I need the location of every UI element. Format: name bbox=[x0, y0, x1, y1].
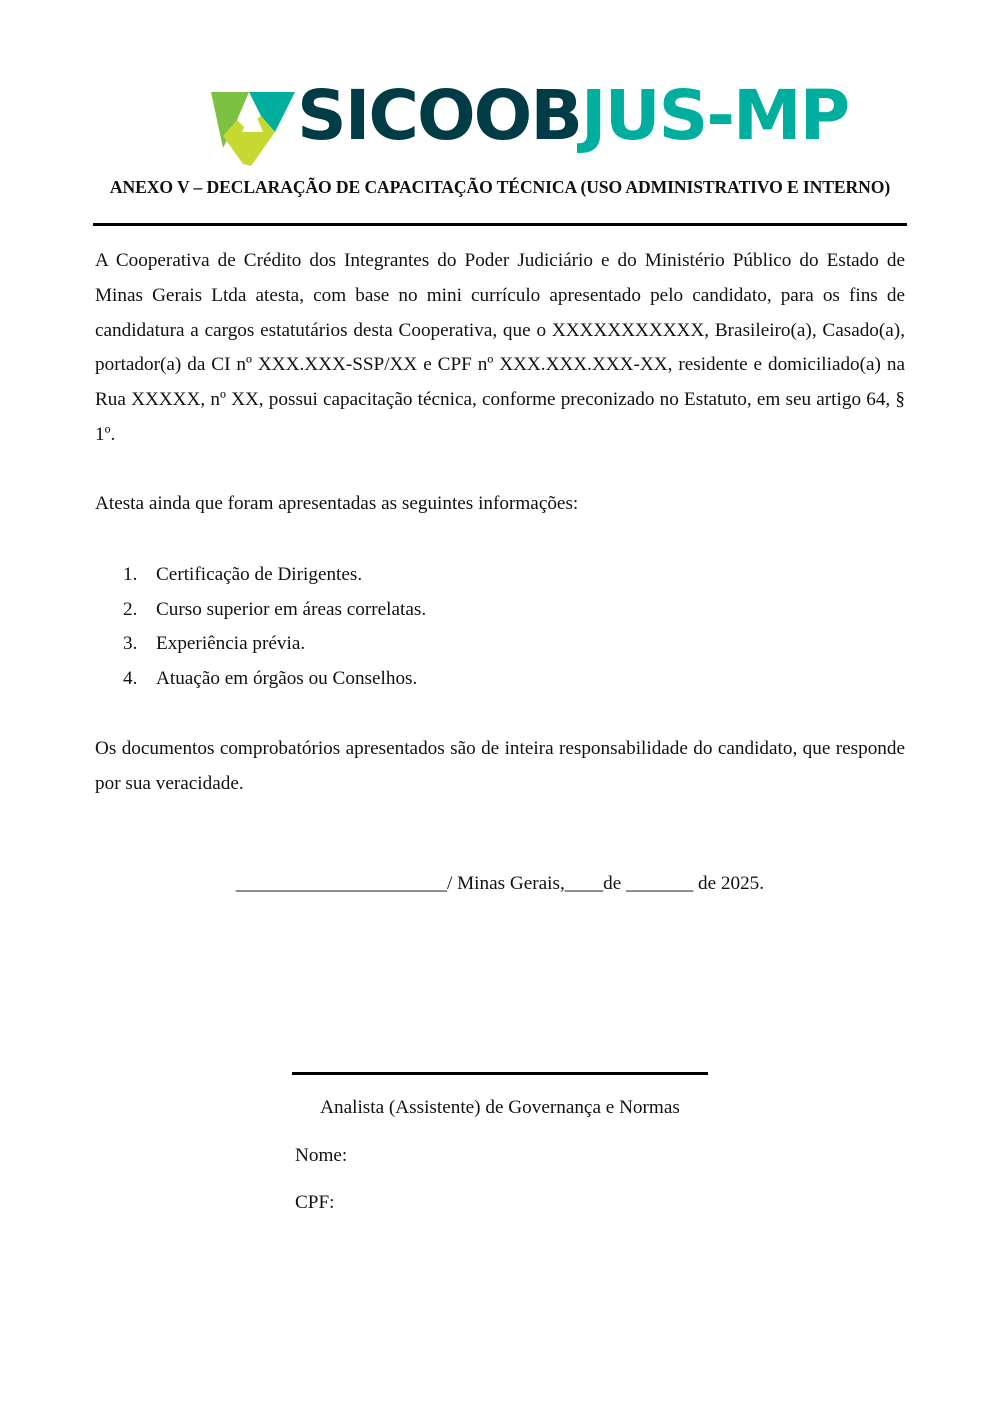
information-intro: Atesta ainda que foram apresentadas as seguintes informações: bbox=[95, 493, 579, 514]
document-title: ANEXO V – DECLARAÇÃO DE CAPACITAÇÃO TÉCNICA (USO ADMINISTRATIVO E INTERNO) bbox=[109, 177, 891, 197]
name-label: Nome: bbox=[295, 1145, 348, 1166]
cpf-label: CPF: bbox=[295, 1192, 335, 1213]
signature-line bbox=[292, 1072, 708, 1075]
list-item bbox=[123, 593, 426, 628]
list-item-text: Certificação de Dirigentes. bbox=[156, 564, 363, 585]
list-item bbox=[123, 627, 426, 662]
signature-role: Analista (Assistente) de Governança e Normas bbox=[320, 1097, 680, 1118]
title-divider bbox=[93, 223, 907, 226]
sicoob-jus-mp-logo bbox=[209, 76, 849, 168]
list-item-number: 1. bbox=[123, 564, 138, 585]
logo-wordmark bbox=[297, 76, 849, 156]
logo-mark-icon bbox=[209, 88, 299, 168]
list-item-number: 3. bbox=[123, 633, 138, 655]
place-date-line: ______________________/ Minas Gerais,____de _______ de 2025. bbox=[235, 873, 765, 894]
list-item-text: Experiência prévia. bbox=[156, 633, 306, 655]
declaration-paragraph: A Cooperativa de Crédito dos Integrantes do Poder Judiciário e do Ministério Público do Estado de Minas Gerais Ltda atesta, com base no mini currículo apresentado pelo candidato, para os fins de candidatura a cargos estatutários desta Cooperativa, que o XXXXXXXXXXX, Brasileiro(a), Casado(a), portador(a) da CI nº XXX.XXX-SSP/XX e CPF nº XXX.XXX.XXX-XX, residente e domiciliado(a) na Rua XXXXX, nº XX, possui capacitação técnica, conforme preconizado no Estatuto, em seu artigo 64, § 1º. bbox=[95, 250, 905, 445]
list-item bbox=[123, 558, 426, 593]
list-item-text: Atuação em órgãos ou Conselhos. bbox=[156, 667, 418, 689]
logo-name-primary: SICOOB bbox=[297, 76, 581, 156]
list-item-text: Curso superior em áreas correlatas. bbox=[156, 598, 427, 620]
logo-name-secondary: JUS-MP bbox=[580, 76, 849, 156]
responsibility-paragraph: Os documentos comprobatórios apresentados são de inteira responsabilidade do candidato, que responde por sua veracidade. bbox=[95, 738, 905, 794]
list-item bbox=[123, 662, 426, 697]
list-item-number: 4. bbox=[123, 667, 138, 689]
information-list bbox=[123, 558, 426, 696]
list-item-number: 2. bbox=[123, 598, 138, 620]
